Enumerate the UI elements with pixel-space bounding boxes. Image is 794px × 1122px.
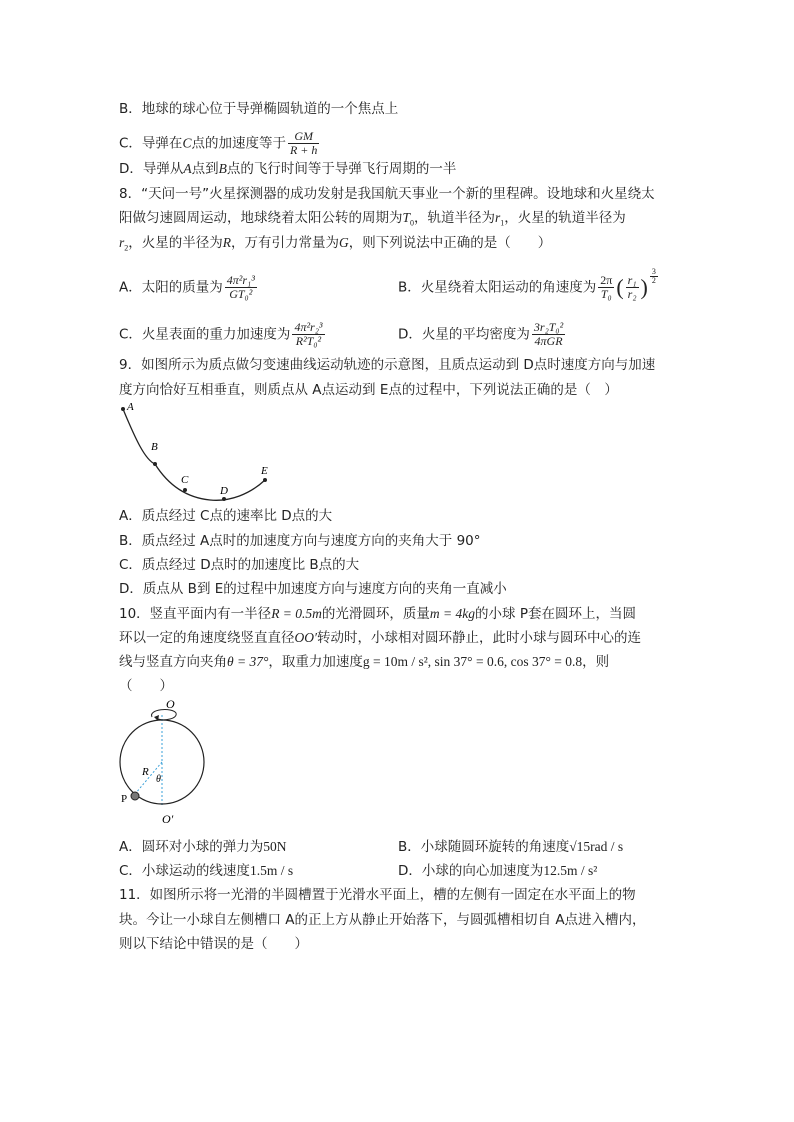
- q10-stem-line2: 环以一定的角速度绕竖直直径OO′转动时，小球相对圆环静止，此时小球与圆环中心的连: [119, 630, 641, 646]
- point-d-dot: [222, 497, 226, 501]
- q10-option-a: A．圆环对小球的弹力为50N: [119, 839, 287, 855]
- q7-option-d: D．导弹从A点到B点的飞行时间等于导弹飞行周期的一半: [119, 161, 457, 177]
- q7-option-c: C．导弹在C点的加速度等于 $\frac{GM}{R + h}$: [119, 129, 318, 157]
- q10-answer-brackets: （ ）: [119, 678, 173, 694]
- q8-b-inner-fraction: $\frac{\text{r₁}}{\text{r₂}}$: [627, 273, 637, 301]
- q8-c-fraction: $\frac{\text{4π²r₂³}}{\text{R²T₀²}}$: [294, 320, 323, 348]
- q7-c-fraction: $\frac{GM}{R + h}$: [289, 129, 318, 157]
- q8-option-c: C．火星表面的重力加速度为 $\frac{\text{4π²r₂³}}{\text{R²T₀²}}$: [119, 320, 323, 348]
- q10-option-c: C．小球运动的线速度1.5m / s: [119, 863, 294, 879]
- q10-option-d: D．小球的向心加速度为12.5m / s²: [398, 863, 598, 879]
- point-e-dot: [263, 478, 267, 482]
- point-a-dot: [121, 407, 125, 411]
- point-c-dot: [183, 488, 187, 492]
- q9-option-c: C．质点经过 D点时的加速度比 B点的大: [119, 557, 360, 573]
- label-o-prime: O′: [162, 812, 174, 826]
- q9-option-a: A．质点经过 C点的速率比 D点的大: [119, 508, 333, 524]
- q8-stem-line2: 阳做匀速圆周运动，地球绕着太阳公转的周期为$T_0$，轨道半径为$r_1$，火星的轨道半径为: [119, 210, 626, 228]
- q9-option-d: D．质点从 B到 E的过程中加速度方向与速度方向的夹角一直减小: [119, 581, 507, 597]
- q9-stem-line1: 9．如图所示为质点做匀变速曲线运动轨迹的示意图，且质点运动到 D点时速度方向与加速: [119, 357, 656, 373]
- q10-option-b: B．小球随圆环旋转的角速度√15rad / s: [398, 839, 624, 855]
- q8-stem-line1: 8．“天问一号”火星探测器的成功发射是我国航天事业一个新的里程碑。设地球和火星绕太: [119, 186, 655, 202]
- q9-trajectory-figure: [110, 398, 290, 508]
- q11-stem-line3: 则以下结论中错误的是（ ）: [119, 936, 308, 952]
- label-a: A: [127, 401, 134, 413]
- label-r: R: [142, 766, 149, 778]
- label-theta: θ: [156, 774, 161, 785]
- q10-stem-line3: 线与竖直方向夹角θ = 37°，取重力加速度g = 10m / s², sin 37° = 0.6, cos 37° = 0.8，则: [119, 654, 610, 670]
- q8-b-fraction: $\frac{2\pi}{\text{T₀}}$: [600, 273, 613, 301]
- q7-option-b: B．地球的球心位于导弹椭圆轨道的一个焦点上: [119, 101, 399, 117]
- q10-stem-line1: 10．竖直平面内有一半径R = 0.5m的光滑圆环，质量m = 4kg的小球 P套在圆环上，当圆: [119, 606, 636, 622]
- q11-stem-line2: 块。今让一小球自左侧槽口 A的正上方从静止开始落下，与圆弧槽相切自 A点进入槽内，: [119, 912, 646, 928]
- label-d: D: [220, 485, 228, 497]
- q9-stem-line2: 度方向恰好互相垂直，则质点从 A点运动到 E点的过程中，下列说法正确的是（ ）: [119, 382, 618, 398]
- q8-option-d: D．火星的平均密度为 $\frac{\text{3r₂T₀²}}{\text{4πGR}}$: [398, 320, 564, 348]
- q10-ring-figure: [110, 693, 220, 833]
- label-o: O: [166, 697, 175, 711]
- label-e: E: [261, 465, 268, 477]
- q9-option-b: B．质点经过 A点时的加速度方向与速度方向的夹角大于 90°: [119, 533, 481, 549]
- label-b: B: [151, 441, 158, 453]
- ball-p: [131, 792, 139, 800]
- q8-b-exponent: $\frac{3}{2}$: [651, 267, 656, 285]
- q8-option-a: A．太阳的质量为 $\frac{\text{4π²r₁³}}{\text{GT₀²}}$: [119, 273, 255, 301]
- label-p: P: [121, 793, 128, 805]
- q8-stem-line3: $r_2$，火星的半径为R，万有引力常量为G，则下列说法中正确的是（ ）: [119, 235, 552, 253]
- q8-option-b: B．火星绕着太阳运动的角速度为 $\frac{2\pi}{\text{T₀}}$ ( $\frac{\text{r₁}}{\text{r₂}}$ ) $\frac{3}{2}$: [398, 267, 656, 301]
- q8-a-fraction: $\frac{\text{4π²r₁³}}{\text{GT₀²}}$: [226, 273, 255, 301]
- trajectory-curve: [123, 409, 265, 500]
- label-c: C: [181, 474, 189, 486]
- point-b-dot: [153, 462, 157, 466]
- q8-d-fraction: $\frac{\text{3r₂T₀²}}{\text{4πGR}}$: [533, 320, 564, 348]
- q11-stem-line1: 11．如图所示将一光滑的半圆槽置于光滑水平面上，槽的左侧有一固定在水平面上的物: [119, 887, 636, 903]
